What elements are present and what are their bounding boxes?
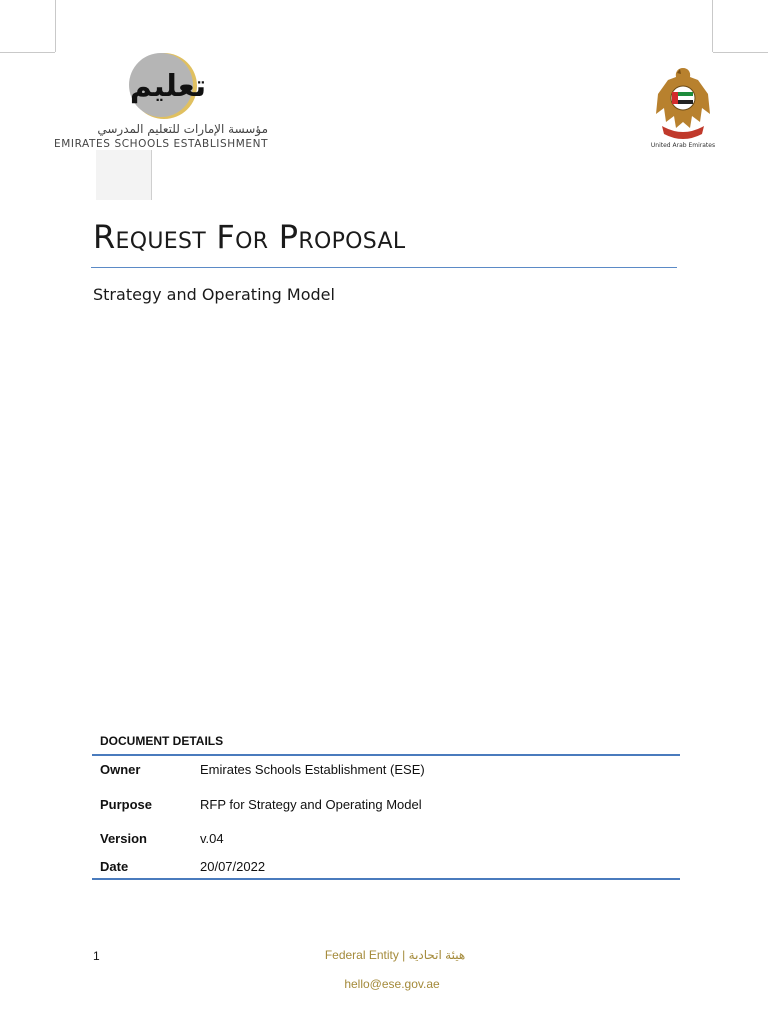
footer-entity: Federal Entity | هيئة اتحادية [324,948,466,962]
details-row-version [92,825,680,853]
details-value: Emirates Schools Establishment (ESE) [200,762,425,777]
details-bottom-rule [92,878,680,880]
details-row-date [92,853,680,878]
details-row-owner [92,756,680,791]
details-value: 20/07/2022 [200,859,266,874]
logo-arabic-word: تعليم [129,69,207,104]
document-subtitle: Strategy and Operating Model [93,285,335,304]
logo-divider-line [151,150,152,200]
details-value: v.04 [200,831,224,846]
details-row-purpose [92,791,680,825]
crop-mark-top-right-h [713,52,768,53]
uae-emblem [650,64,716,152]
taleem-logo-mark [128,52,248,122]
ese-logo [54,52,294,162]
logo-shadow-block [96,150,151,200]
org-name-english: EMIRATES SCHOOLS ESTABLISHMENT [54,138,269,150]
uae-falcon-emblem-icon [650,64,716,142]
crop-mark-top-right-v [712,0,713,52]
details-key: Owner [100,762,141,777]
page-number: 1 [93,949,100,963]
footer-email-link[interactable]: hello@ese.gov.ae [344,977,440,991]
org-name-arabic: مؤسسة الإمارات للتعليم المدرسي [97,122,268,136]
details-key: Date [100,859,129,874]
crop-mark-top-left-v [55,0,56,52]
details-value: RFP for Strategy and Operating Model [200,797,422,812]
emblem-caption: United Arab Emirates [650,142,716,149]
title-underline [91,267,677,268]
details-key: Purpose [100,797,153,812]
crop-mark-top-left-h [0,52,55,53]
details-key: Version [100,831,147,846]
document-title: Request For Proposal [93,218,406,256]
document-details-table [92,732,680,880]
details-heading: DOCUMENT DETAILS [100,734,224,748]
